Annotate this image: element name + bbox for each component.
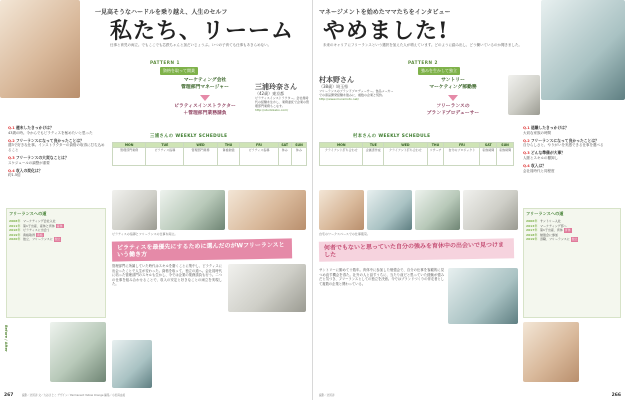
- right-qa-item: Q.3 どんな準備が大事？ 人脈とスキルの棚卸し: [523, 150, 566, 160]
- right-name-info: フリーランスのブランドプロデューサー。食品メーカーでの商品開発経験を強みに、複数の企業と契約。: [319, 89, 394, 97]
- right-name: 村本野さん: [319, 76, 354, 84]
- right-headline: やめました!: [323, 18, 449, 44]
- left-path-panel: [6, 208, 106, 318]
- left-folio: 267: [4, 393, 14, 398]
- sched-cell: クライアント打ち合わせ: [384, 148, 427, 166]
- left-sched-title: 三浦さんの WEEKLY SCHEDULE: [150, 134, 228, 139]
- sched-cell: ピラティス指導: [146, 148, 184, 166]
- sched-head: WED: [184, 143, 217, 148]
- right-tag: 強みを生かして独立: [418, 67, 460, 75]
- right-name-age: （38歳）埼玉県: [319, 83, 349, 89]
- timeline-item: 2014年 マーケティング部へ: [526, 223, 567, 228]
- sched-head: THU: [427, 143, 444, 148]
- hero-photo-right: [541, 0, 625, 100]
- right-photo-5: [448, 268, 518, 324]
- left-photo-4: [228, 264, 306, 312]
- left-panel-title: フリーランスへの道: [9, 211, 47, 216]
- timeline-item: 2019年 資格取得 資格: [9, 232, 43, 237]
- right-photo-3: [415, 190, 460, 230]
- sched-cell: 休み: [291, 148, 306, 166]
- sched-head: SUN: [291, 143, 306, 148]
- sched-cell: 家族時間: [497, 148, 514, 166]
- sched-cell: リサーチ: [427, 148, 444, 166]
- sched-head: MON: [113, 143, 146, 148]
- left-ribbon: ピラティスを最優先にするために選んだのがWフリーランスという働き方: [112, 238, 292, 261]
- sched-cell: 休み: [278, 148, 291, 166]
- right-photo-6: [523, 322, 579, 382]
- right-role-before: サントリー マーケティング部勤務: [429, 78, 477, 90]
- right-path-panel: [523, 208, 621, 318]
- sched-cell: 管理部門業務: [113, 148, 146, 166]
- left-role-after: ピラティスインストラクター ＋管理部門業務請負: [174, 104, 236, 116]
- left-role-before: マーケティング会社 管理部門マネージャー: [181, 78, 229, 90]
- left-credit: 撮影／北尾渉 文／大谷さとこ デザイン／Permanent Yellow Orange 編集／小田真由美: [22, 394, 126, 397]
- left-lead: 仕事と育児の両立。でもここでも芯鉄ちゃんと加だいじょうぶ。いつの子育ても仕事もあきらめない。: [110, 43, 272, 47]
- timeline-item: 2011年 第1子出産、産休と育休 産休: [9, 223, 63, 228]
- right-page: [313, 0, 625, 400]
- left-qa: [8, 126, 108, 178]
- left-caption: ピラティスの指導とフリーランスの仕事を両立。: [112, 232, 178, 236]
- right-photo-1: [319, 190, 364, 230]
- sched-head: SAT: [480, 143, 497, 148]
- right-qa-item: Q.2 フリーランスになって良かったことは？ 自分らしさと、やりがいを実感できる仕事を選べる: [523, 137, 604, 148]
- right-photo-2: [367, 190, 412, 230]
- hero-photo-left: [0, 0, 80, 98]
- left-photo-2: [160, 190, 225, 230]
- right-role-after: フリーランスの ブランドプロデューサー: [426, 104, 480, 116]
- timeline-item: 2006年 サントリー入社: [526, 219, 561, 223]
- sched-head: FRI: [444, 143, 480, 148]
- sched-head: TUE: [146, 143, 184, 148]
- left-qa-item: Q.3 フリーランスの大変なことは？ スケジュールの調整が重要: [8, 154, 69, 165]
- right-timeline: [526, 219, 618, 242]
- left-name-info: ピラティスインストラクター。会社員時代の経験を生かし、業務委託で企業の管理部門業務もこなす。: [255, 96, 310, 108]
- right-qa-item: Q.4 収入は？ 会社員時代と同程度: [523, 162, 555, 173]
- sched-head: SUN: [497, 143, 514, 148]
- right-lead: 未来のキャリアにフリーランスという選択を加えた人が増えています。どのように踏み出し、どう働いているのか聞きました。: [323, 43, 522, 47]
- right-folio: 266: [611, 393, 621, 398]
- right-arrow: [448, 95, 458, 101]
- sched-head: MON: [320, 143, 363, 148]
- right-body: サントリーに勤めて十数年。育休中に参加した勉強会で、自分の仕事を客観的に見つめ直す機会を得た。社外の人と話すうちに、当たり前だと思っていた経験が強みだと気づき、フリーランスとしての独立を決意。今ではブランドづくりの伴走者として複数の企業と関わっている。: [319, 268, 444, 286]
- sched-cell: 企画書作成: [363, 148, 384, 166]
- timeline-item: 2016年 ピラティスに出会う: [9, 228, 50, 232]
- right-schedule: [319, 142, 514, 166]
- sched-cell: ピラティス指導: [240, 148, 278, 166]
- timeline-item: 2008年 マーケティング会社入社: [9, 219, 56, 223]
- right-namecard: [319, 78, 394, 103]
- left-photo-5: [112, 340, 152, 388]
- right-caption: 自宅のワークスペースでの仕事風景。: [319, 232, 370, 236]
- left-photo-6: [50, 322, 106, 382]
- right-photo-4: [463, 190, 518, 230]
- left-photo-1: [112, 190, 157, 230]
- sched-head: THU: [217, 143, 240, 148]
- left-pattern: PATTERN 1: [150, 60, 180, 65]
- right-photo-laptop: [508, 75, 540, 115]
- timeline-item: 2019年 退職、フリーランスに 独立: [526, 237, 578, 241]
- right-qa-item: Q.1 退職したきっかけは？ 大切な家族の時間: [523, 125, 569, 135]
- left-name: 三浦玲奈さん: [255, 83, 297, 91]
- left-body: 管理部門に所属していた時代はスキルを磨くことに集中し、ピラティスに出会ったことで人生が変わった。資格を取って、独立の道へ。会社員時代に培った管理部門のスキルも生かし、今では企業の業務請負も行う。二つの仕事を組み合わせることで、収入の安定と好きなことの両立を実現した。: [112, 264, 222, 287]
- timeline-item: 2020年 独立、フリーランスに 独立: [9, 237, 61, 241]
- right-pattern: PATTERN 2: [408, 60, 438, 65]
- left-timeline: [9, 219, 103, 242]
- left-namecard: [255, 85, 310, 114]
- left-qa-item: Q.2 フリーランスになって良かったことは？ 週3で好きな仕事。インストラクターの資格の取得に打ち込めること: [8, 137, 105, 153]
- left-photo-3: [228, 190, 306, 230]
- sched-cell: 管理部門業務: [184, 148, 217, 166]
- sched-head: TUE: [363, 143, 384, 148]
- left-name-age: （42歳）東京都: [255, 90, 285, 96]
- left-arrow: [200, 95, 210, 101]
- right-sched-title: 村本さんの WEEKLY SCHEDULE: [353, 134, 431, 139]
- left-page: [0, 0, 312, 400]
- right-credit: 撮影／北尾渉: [319, 394, 335, 397]
- sched-head: WED: [384, 143, 427, 148]
- left-qa-item: Q.1 週末したきっかけは？ 43歳の時。今からでもピラティスを極めたいと思った: [8, 125, 93, 135]
- left-schedule: [112, 142, 307, 166]
- left-side-label: Before / After: [4, 325, 8, 352]
- timeline-item: 2017年 第1子出産、育休 育休: [526, 228, 571, 232]
- sched-cell: 家族時間: [480, 148, 497, 166]
- left-url[interactable]: http://studiolabo.com/: [255, 108, 289, 112]
- right-kicker: マネージメントを始めたママたちをインタビュー: [319, 9, 451, 16]
- sched-cell: 自分のプロジェクト: [444, 148, 480, 166]
- right-url[interactable]: http://www.muramoto.net/: [319, 97, 359, 101]
- left-kicker: 一見高そうなハードルを乗り越え、人生のセルフ: [95, 9, 228, 16]
- sched-cell: クライアント打ち合わせ: [320, 148, 363, 166]
- left-qa-item: Q.4 収入の変化は？ 約1.5倍: [8, 167, 43, 178]
- left-headline: 私たち、リーーム: [110, 18, 295, 44]
- sched-head: FRI: [240, 143, 278, 148]
- sched-cell: 資格勉強: [217, 148, 240, 166]
- right-qa: [523, 126, 621, 173]
- timeline-item: 2018年 勉強会に参加: [526, 232, 559, 237]
- right-ribbon: 何者でもないと思っていた自分の強みを育休中の出会いで見つけました: [319, 238, 514, 261]
- left-tag: 資格を取って開業: [160, 67, 198, 75]
- sched-head: SAT: [278, 143, 291, 148]
- right-panel-title: フリーランスへの道: [526, 211, 564, 216]
